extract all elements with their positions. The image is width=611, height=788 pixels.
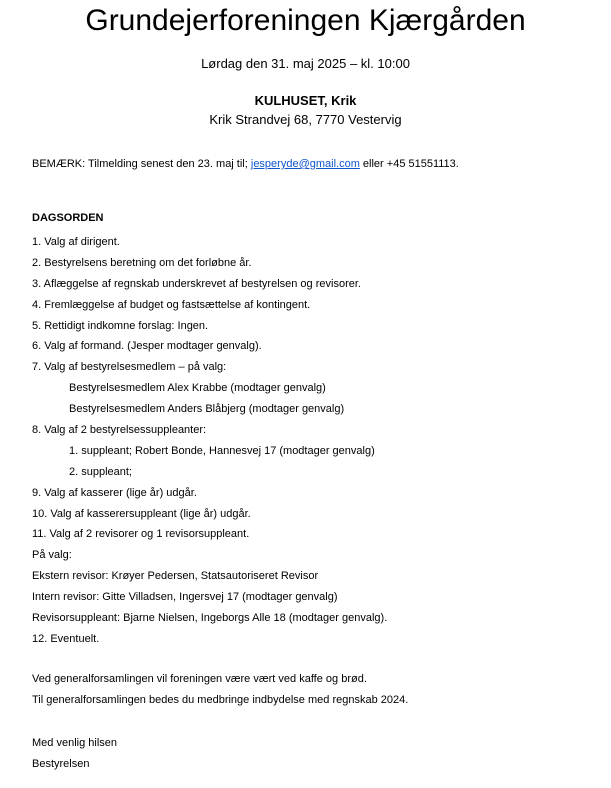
regards-line: Med venlig hilsen <box>32 737 117 749</box>
agenda-item: 11. Valg af 2 revisorer og 1 revisorsuppleant. <box>32 528 250 541</box>
closing-accounts-line: Til generalforsamlingen bedes du medbringe indbydelse med regnskab 2024. <box>32 694 409 706</box>
agenda-item: Intern revisor: Gitte Villadsen, Ingersvej 17 (modtager genvalg) <box>32 591 338 604</box>
agenda-item: 1. Valg af dirigent. <box>32 236 120 248</box>
agenda-list <box>32 232 387 650</box>
agenda-item: 3. Aflæggelse af regnskab underskrevet af bestyrelsen og revisorer. <box>32 277 361 290</box>
agenda-item: 12. Eventuelt. <box>32 632 100 645</box>
meeting-date: Lørdag den 31. maj 2025 – kl. 10:00 <box>201 56 410 71</box>
agenda-item: 9. Valg af kasserer (lige år) udgår. <box>32 486 197 499</box>
notice-prefix: BEMÆRK: Tilmelding senest den 23. maj til; <box>32 158 251 170</box>
agenda-item: På valg: <box>32 549 72 562</box>
agenda-item: Revisorsuppleant: Bjarne Nielsen, Ingeborgs Alle 18 (modtager genvalg). <box>32 612 388 625</box>
agenda-item: 8. Valg af 2 bestyrelsessuppleanter: <box>32 424 207 437</box>
agenda-item: 4. Fremlæggelse af budget og fastsættelse af kontingent. <box>32 298 311 311</box>
closing-coffee-line: Ved generalforsamlingen vil foreningen være vært ved kaffe og brød. <box>32 673 367 685</box>
agenda-item: 2. Bestyrelsens beretning om det forløbne år. <box>32 256 252 269</box>
venue-address: Krik Strandvej 68, 7770 Vestervig <box>209 112 402 127</box>
document-title: Grundejerforeningen Kjærgården <box>85 4 526 37</box>
agenda-item: 7. Valg af bestyrelsesmedlem – på valg: <box>32 361 227 374</box>
agenda-subitem: Bestyrelsesmedlem Alex Krabbe (modtager genvalg) <box>69 382 326 395</box>
agenda-subitem: 1. suppleant; Robert Bonde, Hannesvej 17 (modtager genvalg) <box>69 444 375 457</box>
registration-notice <box>32 156 459 172</box>
agenda-subitem: Bestyrelsesmedlem Anders Blåbjerg (modtager genvalg) <box>69 403 345 416</box>
venue-name: KULHUSET, Krik <box>254 93 357 108</box>
agenda-item: 10. Valg af kasserersuppleant (lige år) udgår. <box>32 507 251 520</box>
notice-suffix: eller +45 51551113. <box>359 158 459 170</box>
agenda-heading: DAGSORDEN <box>32 212 104 224</box>
agenda-subitem: 2. suppleant; <box>69 465 132 478</box>
agenda-item: 5. Rettidigt indkomne forslag: Ingen. <box>32 319 209 332</box>
agenda-item: 6. Valg af formand. (Jesper modtager genvalg). <box>32 340 262 353</box>
signature-line: Bestyrelsen <box>32 758 90 770</box>
agenda-item: Ekstern revisor: Krøyer Pedersen, Statsautoriseret Revisor <box>32 570 319 583</box>
email-link[interactable]: jesperyde@gmail.com <box>250 158 360 170</box>
